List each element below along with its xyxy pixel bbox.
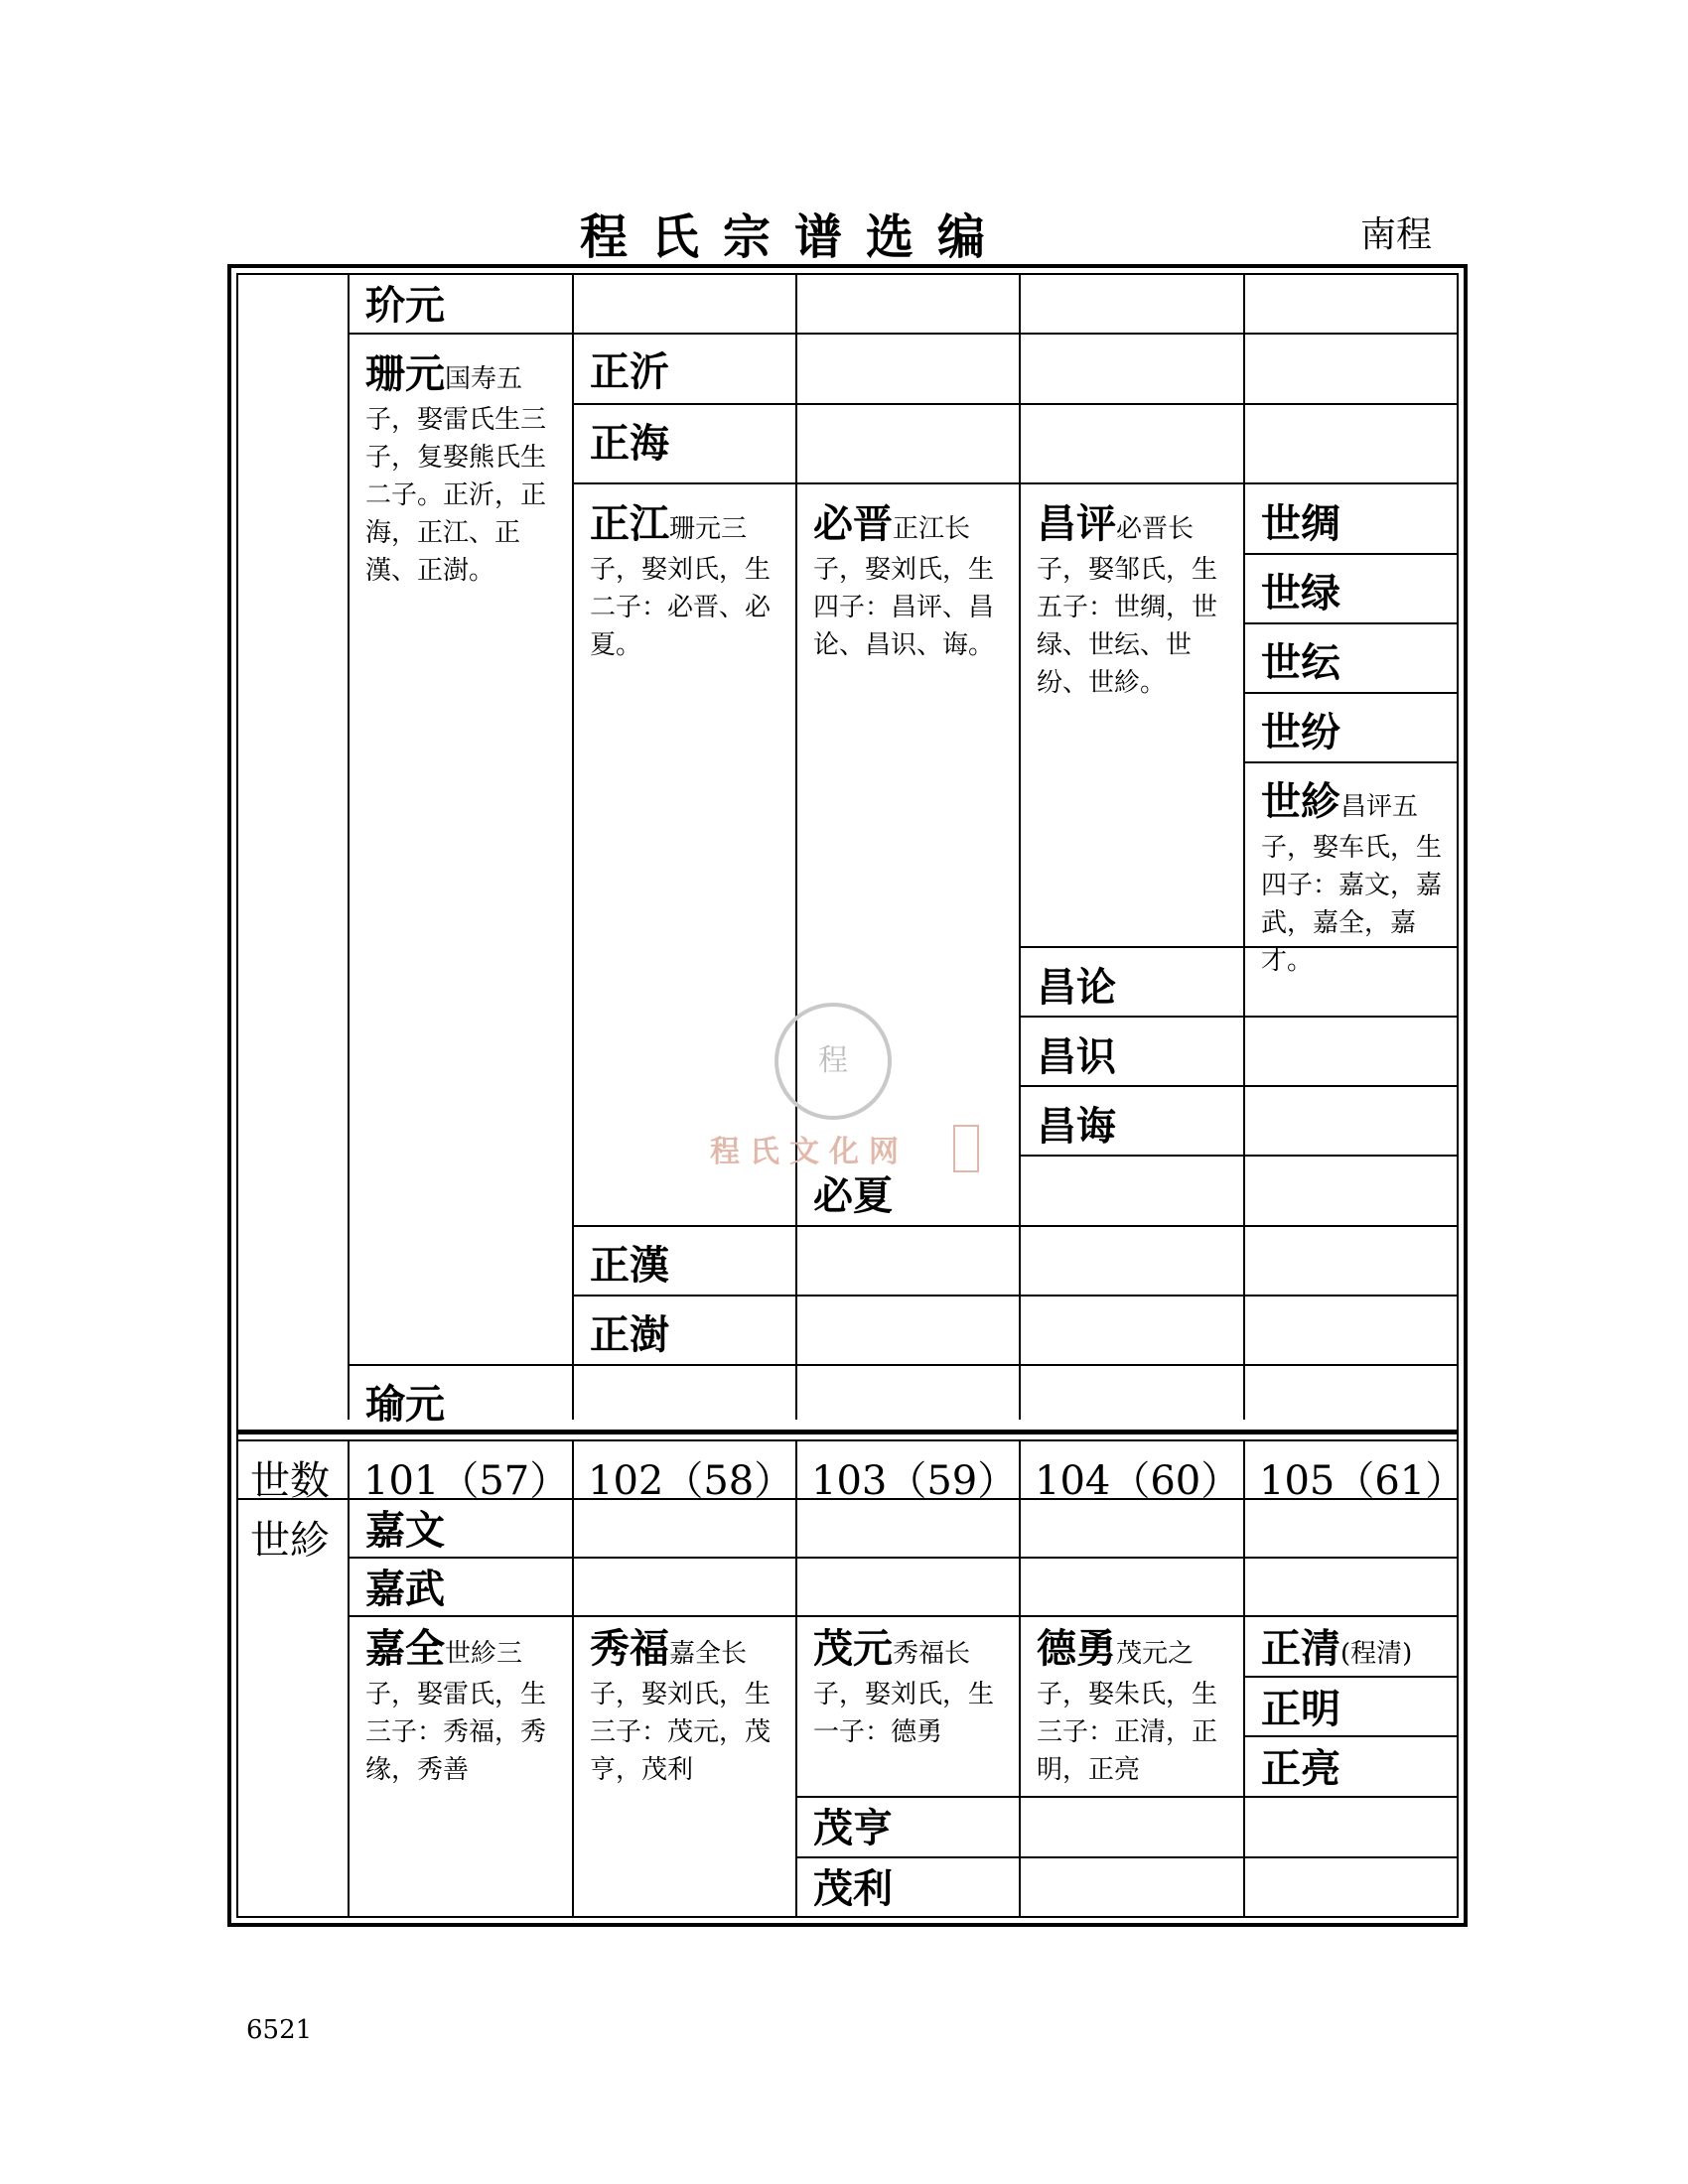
row-line	[348, 1557, 1459, 1559]
name: 世纭	[1261, 639, 1340, 686]
col-line-1	[348, 273, 350, 1420]
name: 世紾	[1261, 778, 1340, 825]
row-line	[1019, 1016, 1459, 1018]
entry-jiawu	[365, 1566, 445, 1612]
entry-yuyuan	[365, 1381, 445, 1428]
note-shizhen: 子，娶车氏，生四子：嘉文，嘉武，嘉全，嘉才。	[1261, 833, 1443, 976]
col-line-4-lower	[1019, 1439, 1021, 1918]
name: 昌识	[1037, 1033, 1116, 1080]
name: 瑜元	[365, 1381, 445, 1428]
entry-jiaquan	[365, 1625, 523, 1672]
row-line	[1243, 622, 1459, 624]
col-line-2-lower	[572, 1439, 574, 1918]
col-line-4	[1019, 273, 1021, 1420]
entry-zhengqing	[1261, 1625, 1413, 1672]
row-line	[795, 1796, 1459, 1798]
entry-zhengyi	[590, 348, 669, 395]
entry-jiawen	[365, 1507, 445, 1554]
row-line	[572, 1295, 1459, 1297]
page-number: 6521	[246, 2015, 313, 2045]
page-title: 程氏宗谱选编	[579, 209, 1009, 265]
entry-bixia	[813, 1172, 893, 1219]
note-changping: 子，娶邹氏，生五子：世绸，世绿、世纭、世纷、世紾。	[1037, 555, 1218, 698]
section-divider-thin	[236, 1439, 1459, 1441]
name: 世纷	[1261, 709, 1340, 755]
entry-shizhen	[1261, 778, 1419, 825]
name: 昌论	[1037, 964, 1116, 1011]
name: 茂利	[813, 1865, 893, 1912]
row-line	[572, 482, 1459, 484]
note-inline: 秀福长	[893, 1639, 971, 1669]
col-line-3	[795, 273, 797, 1420]
entry-shanyuan	[365, 350, 523, 397]
name: 嘉全	[365, 1625, 445, 1672]
note-inline: 珊元三	[669, 514, 748, 544]
name: 茂元	[813, 1625, 893, 1672]
entry-zhengjiang	[590, 500, 748, 547]
entry-changlun	[1037, 964, 1116, 1011]
section-divider	[236, 1430, 1459, 1434]
name: 正江	[590, 500, 669, 547]
name: 嘉武	[365, 1566, 445, 1612]
row-line	[1243, 553, 1459, 555]
col-line-1-lower	[348, 1439, 350, 1918]
entry-shiyun	[1261, 639, 1340, 686]
note-xiufu: 子，娶刘氏，生三子：茂元，茂亨，茂利	[590, 1680, 772, 1785]
entry-maoli	[813, 1865, 893, 1912]
name: 嘉文	[365, 1507, 445, 1554]
row-line	[572, 1225, 1459, 1227]
row-line	[1243, 761, 1459, 763]
name: 正明	[1261, 1686, 1340, 1732]
name: 正海	[590, 420, 669, 467]
name: 正漢	[590, 1242, 669, 1289]
name: 昌诲	[1037, 1103, 1116, 1150]
entry-changping	[1037, 500, 1195, 547]
watermark-seal: 程	[774, 1003, 892, 1120]
entry-jieyuan	[365, 282, 445, 329]
entry-maoheng	[813, 1805, 893, 1851]
row-line	[1019, 1085, 1459, 1087]
name: 必夏	[813, 1172, 893, 1219]
note-inline: 必晋长	[1116, 514, 1195, 544]
note-deyong: 子，娶朱氏，生三子：正清，正明，正亮	[1037, 1680, 1218, 1785]
col-line-5-lower	[1243, 1439, 1245, 1918]
col-line-3-lower	[795, 1439, 797, 1918]
name: 正澍	[590, 1311, 669, 1358]
note-jiaquan: 子，娶雷氏，生三子：秀福，秀缘，秀善	[365, 1680, 547, 1785]
row-line	[1019, 1155, 1459, 1157]
col-line-5	[1243, 273, 1245, 1420]
name: 玠元	[365, 282, 445, 329]
name: 正沂	[590, 348, 669, 395]
generation-col-3: 103（59）	[811, 1458, 1018, 1504]
name: 茂亨	[813, 1805, 893, 1851]
row-line	[795, 1856, 1459, 1858]
generation-col-2: 102（58）	[588, 1458, 794, 1504]
row-line	[1243, 1735, 1459, 1737]
generation-col-4: 104（60）	[1035, 1458, 1241, 1504]
name: 必晋	[813, 500, 893, 547]
entry-zhengming	[1261, 1686, 1340, 1732]
note-bijin: 子，娶刘氏，生四子：昌评、昌论、昌识、诲。	[813, 555, 995, 660]
row-line	[572, 403, 1459, 405]
entry-shifen	[1261, 709, 1340, 755]
entry-bijin	[813, 500, 971, 547]
entry-deyong	[1037, 1625, 1195, 1672]
row-line	[348, 1364, 1459, 1366]
entry-zhengliang	[1261, 1745, 1340, 1792]
row-line	[1243, 692, 1459, 694]
row-line	[1243, 1676, 1459, 1678]
name: 德勇	[1037, 1625, 1116, 1672]
name: 世绿	[1261, 570, 1340, 616]
entry-xiufu	[590, 1625, 748, 1672]
entry-changhui	[1037, 1103, 1116, 1150]
note-inline: 世紾三	[445, 1639, 523, 1669]
row-line	[348, 1615, 1459, 1617]
name: 正亮	[1261, 1745, 1340, 1792]
name: 世绸	[1261, 500, 1340, 547]
entry-zhengshu	[590, 1311, 669, 1358]
note-inline: 嘉全长	[669, 1639, 748, 1669]
generation-col-1: 101（57）	[363, 1458, 570, 1504]
branch-name: 南程	[1360, 214, 1433, 255]
entry-shichou	[1261, 500, 1340, 547]
entry-zhenghan	[590, 1242, 669, 1289]
note-inline: 昌评五	[1340, 792, 1419, 822]
note-inline: 正江长	[893, 514, 971, 544]
watermark-stamp	[953, 1125, 979, 1172]
note-shanyuan: 子，娶雷氏生三子，复娶熊氏生二子。正沂，正海，正江、正漢、正澍。	[365, 405, 547, 586]
note-inline: 国寿五	[445, 364, 523, 394]
note-inline: (程清)	[1340, 1639, 1413, 1669]
entry-maoyuan	[813, 1625, 971, 1672]
watermark-text: 程氏文化网	[710, 1135, 909, 1169]
name: 昌评	[1037, 500, 1116, 547]
col-line-2	[572, 273, 574, 1420]
name: 珊元	[365, 350, 445, 397]
note-zhengjiang: 子，娶刘氏，生二子：必晋、必夏。	[590, 555, 772, 660]
generation-col-5: 105（61）	[1259, 1458, 1466, 1504]
name: 秀福	[590, 1625, 669, 1672]
note-maoyuan: 子，娶刘氏，生一子：德勇	[813, 1680, 995, 1747]
generation-label: 世数	[250, 1458, 330, 1504]
entry-changshi	[1037, 1033, 1116, 1080]
name: 正清	[1261, 1625, 1340, 1672]
entry-shilv	[1261, 570, 1340, 616]
row-line	[348, 333, 1459, 335]
branch-label: 世紾	[250, 1518, 330, 1564]
entry-zhenghai	[590, 420, 669, 467]
note-inline: 茂元之	[1116, 1639, 1195, 1669]
